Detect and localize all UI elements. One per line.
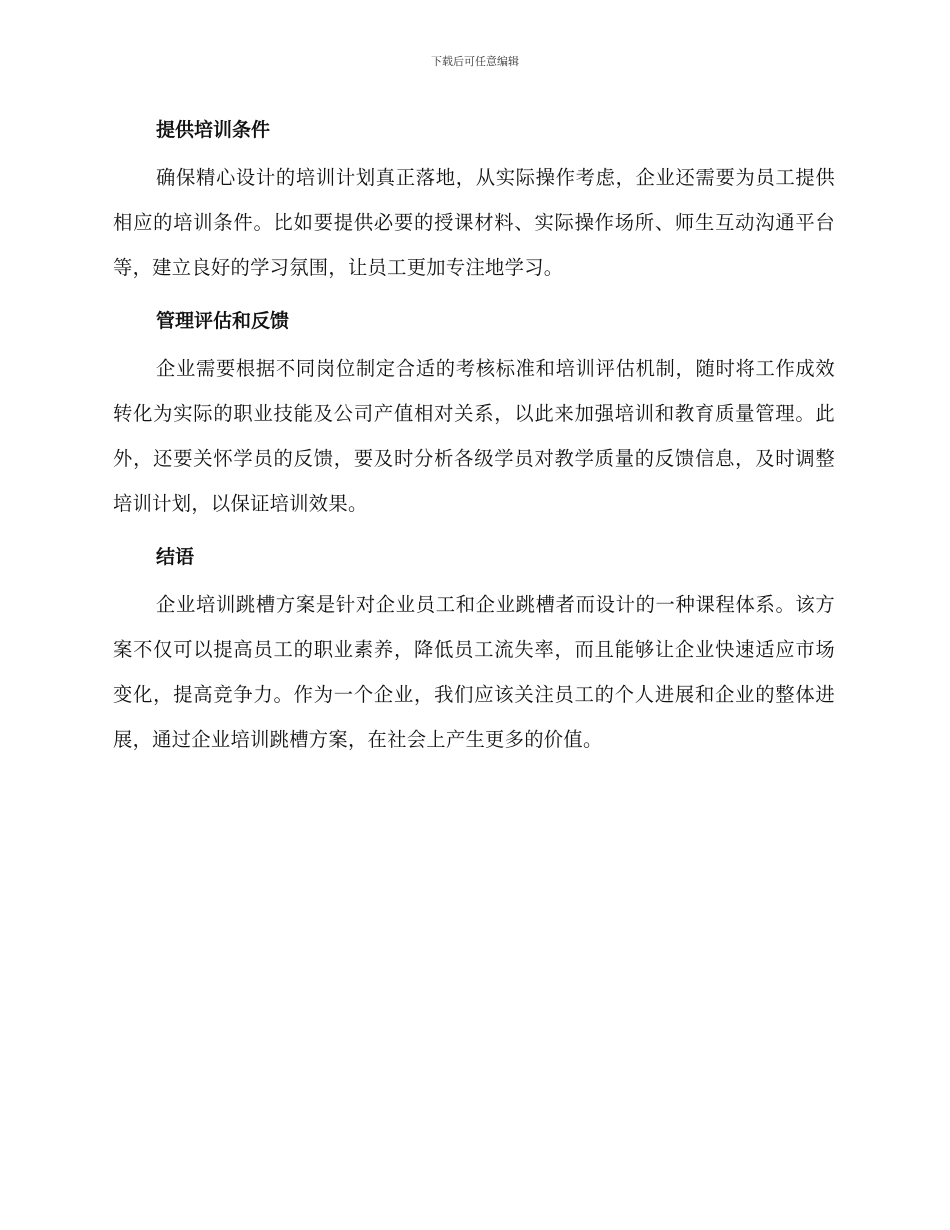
section-paragraph-conclusion: 企业培训跳槽方案是针对企业员工和企业跳槽者而设计的一种课程体系。该方案不仅可以提高员工的职业素养，降低员工流失率，而且能够让企业快速适应市场变化，提高竞争力。作为一个企业，我们应该关注员工的个人进展和企业的整体进展，通过企业培训跳槽方案，在社会上产生更多的价值。	[113, 593, 835, 751]
section-paragraph-evaluation-feedback: 企业需要根据不同岗位制定合适的考核标准和培训评估机制，随时将工作成效转化为实际的职业技能及公司产值相对关系，以此来加强培训和教育质量管理。此外，还要关怀学员的反馈，要及时分析各级学员对教学质量的反馈信息，及时调整培训计划，以保证培训效果。	[113, 357, 835, 515]
section-heading-conclusion: 结语	[156, 546, 195, 568]
section-heading-training-conditions: 提供培训条件	[156, 119, 271, 141]
section-paragraph-training-conditions: 确保精心设计的培训计划真正落地，从实际操作考虑，企业还需要为员工提供相应的培训条件。比如要提供必要的授课材料、实际操作场所、师生互动沟通平台等，建立良好的学习氛围，让员工更加专注地学习。	[113, 166, 835, 279]
section-heading-evaluation-feedback: 管理评估和反馈	[156, 310, 290, 332]
document-body	[113, 110, 835, 773]
page-header-note: 下载后可任意编辑	[431, 55, 519, 68]
